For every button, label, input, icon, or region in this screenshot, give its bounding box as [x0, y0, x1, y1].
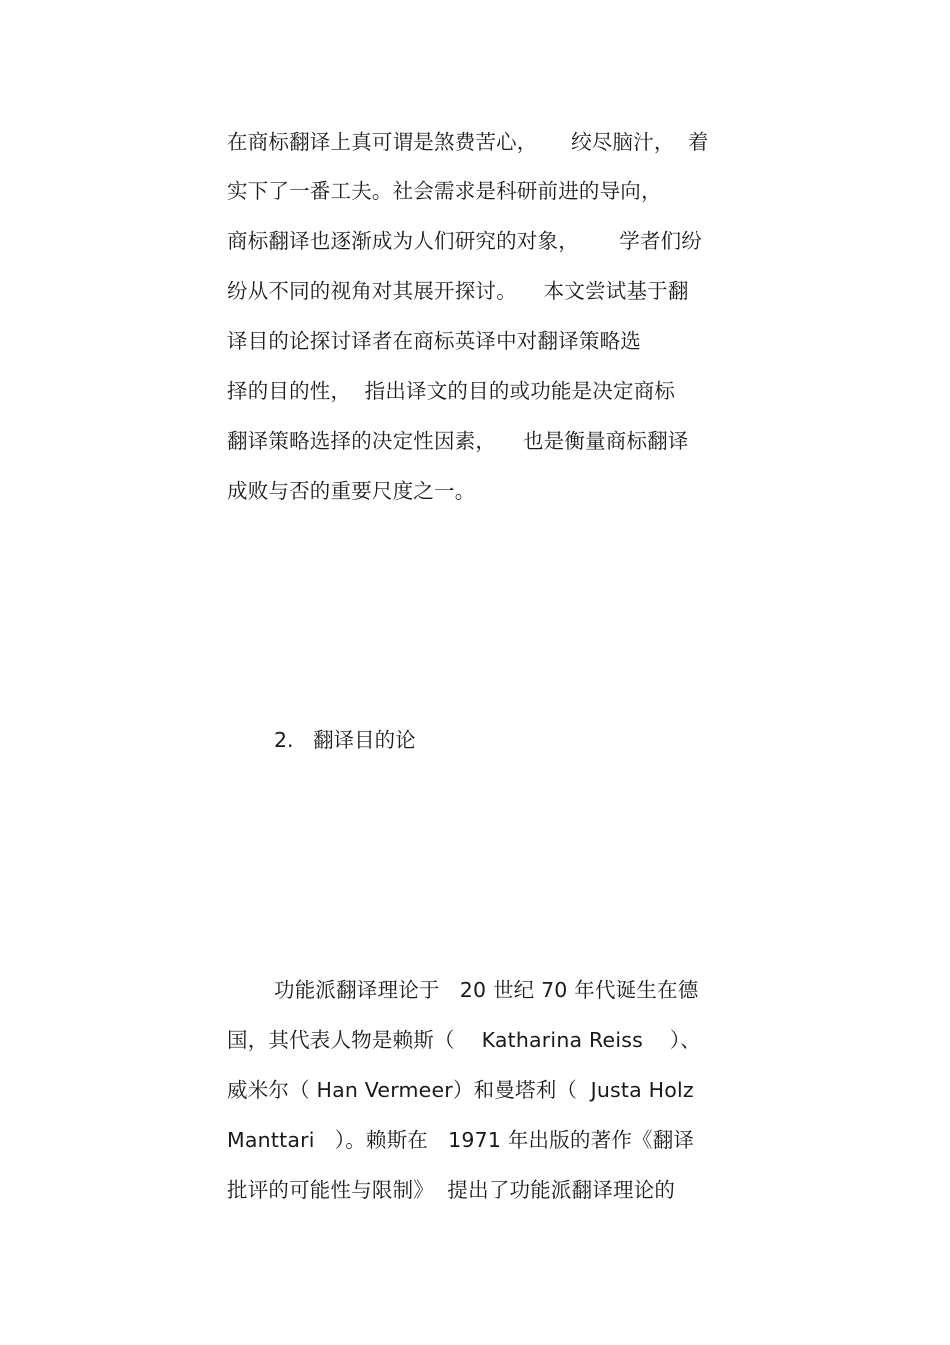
text-line: 功能派翻译理论于 20 世纪 70 年代诞生在德 [274, 978, 699, 1002]
text-line: 择的目的性， 指出译文的目的或功能是决定商标 [227, 379, 676, 403]
text-line: 翻译策略选择的决定性因素， 也是衡量商标翻译 [227, 429, 689, 453]
text-line: 成败与否的重要尺度之一。 [227, 479, 476, 503]
text-line: 在商标翻译上真可谓是煞费苦心， 绞尽脑汁， 着 [227, 130, 709, 154]
text-line: 威米尔（ Han Vermeer）和曼塔利（ Justa Holz [227, 1078, 694, 1102]
text-line: 商标翻译也逐渐成为人们研究的对象， 学者们纷 [227, 229, 702, 253]
text-line: 国，其代表人物是赖斯（ Katharina Reiss ）、 [227, 1028, 702, 1052]
text-line: 批评的可能性与限制》 提出了功能派翻译理论的 [227, 1178, 676, 1202]
text-line: 纷从不同的视角对其展开探讨。 本文尝试基于翻 [227, 279, 689, 303]
text-line: Manttari ）。赖斯在 1971 年出版的著作《翻译 [227, 1128, 695, 1152]
section-heading: 2. 翻译目的论 [274, 728, 416, 752]
text-line: 实下了一番工夫。社会需求是科研前进的导向， [227, 179, 662, 203]
text-line: 译目的论探讨译者在商标英译中对翻译策略选 [227, 329, 641, 353]
